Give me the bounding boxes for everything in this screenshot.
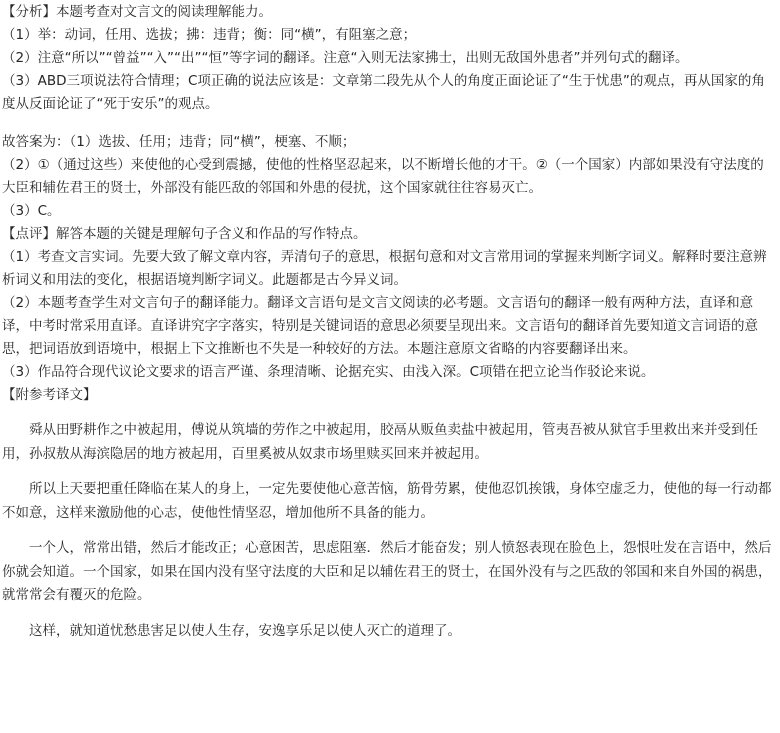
answer-section — [2, 131, 776, 223]
translation-paragraph-4: 这样，就知道忧愁患害足以使人生存，安逸享乐足以使人灭亡的道理了。 — [29, 622, 461, 639]
analysis-heading: 【分析】本题考查对文言文的阅读理解能力。 — [2, 4, 272, 20]
comment-point-1: （1）考查文言实词。先要大致了解文章内容，弄清句子的意思，根据句意和对文言常用词的掌握来判断字词义。解释时要注意辨析词义和用法的变化，根据语境判断字词义。此题都是古今异义词。 — [2, 249, 767, 288]
answer-line-2: （2）①（通过这些）来使他的心受到震撼，使他的性格坚忍起来，以不断增长他的才干。②（一个国家）内部如果没有守法度的大臣和辅佐君王的贤士，外部没有能匹敌的邻国和外患的侵扰，这个国家就往往容易灭亡。 — [2, 157, 764, 196]
comment-section — [2, 223, 776, 384]
paragraph-spacer — [2, 466, 776, 478]
analysis-section — [2, 1, 776, 116]
translation-paragraph-3: 一个人，常常出错，然后才能改正；心意困苦，思虑阻塞．然后才能奋发；别人愤怒表现在脸色上，怨恨吐发在言语中，然后你就会知道。一个国家，如果在国内没有坚守法度的大臣和足以辅佐君王的贤士，在国外没有与之匹敌的邻国和来自外国的祸患，就常常会有覆灭的危险。 — [2, 540, 772, 603]
analysis-point-2: （2）注意“所以”“曾益”“入”“出”“恒”等字词的翻译。注意“入则无法家拂士，出则无敌国外患者”并列句式的翻译。 — [2, 50, 689, 66]
translation-section — [2, 384, 776, 643]
section-spacer — [2, 116, 776, 131]
answer-line-1: 故答案为：（1）选拔、任用；违背；同“横”，梗塞、不顺； — [2, 134, 356, 150]
translation-heading: 【附参考译文】 — [2, 387, 97, 403]
comment-heading: 【点评】解答本题的关键是理解句子含义和作品的写作特点。 — [2, 226, 367, 242]
translation-paragraph-1: 舜从田野耕作之中被起用，傅说从筑墙的劳作之中被起用，胶鬲从贩鱼卖盐中被起用，管夷吾被从狱官手里救出来并受到任用，孙叔敖从海滨隐居的地方被起用，百里奚被从奴隶市场里赎买回来并被起用。 — [2, 422, 758, 462]
analysis-point-3: （3）ABD三项说法符合情理；C项正确的说法应该是：文章第二段先从个人的角度正面论证了“生于忧患”的观点，再从国家的角度从反面论证了“死于安乐”的观点。 — [2, 73, 765, 112]
translation-paragraph-2: 所以上天要把重任降临在某人的身上，一定先要使他心意苦恼，筋骨劳累，使他忍饥挨饿，身体空虚乏力，使他的每一行动都不如意，这样来激励他的心志，使他性情坚忍，增加他所不具备的能力。 — [2, 481, 772, 521]
paragraph-spacer — [2, 608, 776, 620]
paragraph-spacer — [2, 525, 776, 537]
comment-point-2: （2）本题考查学生对文言句子的翻译能力。翻译文言语句是文言文阅读的必考题。文言语句的翻译一般有两种方法，直译和意译，中考时常采用直译。直译讲究字字落实，特别是关键词语的意思必须要呈现出来。文言语句的翻译首先要知道文言词语的意思，把词语放到语境中，根据上下文推断也不失是一种较好的方法。本题注意原文省略的内容要翻译出来。 — [2, 295, 758, 357]
analysis-point-1: （1）举：动词，任用、选拔；拂：违背；衡：同“横”，有阻塞之意； — [2, 27, 417, 43]
comment-point-3: （3）作品符合现代议论文要求的语言严谨、条理清晰、论据充实、由浅入深。C项错在把立论当作驳论来说。 — [2, 364, 655, 380]
paragraph-spacer — [2, 407, 776, 419]
solution-document — [0, 1, 780, 733]
answer-line-3: （3）C。 — [2, 203, 61, 219]
